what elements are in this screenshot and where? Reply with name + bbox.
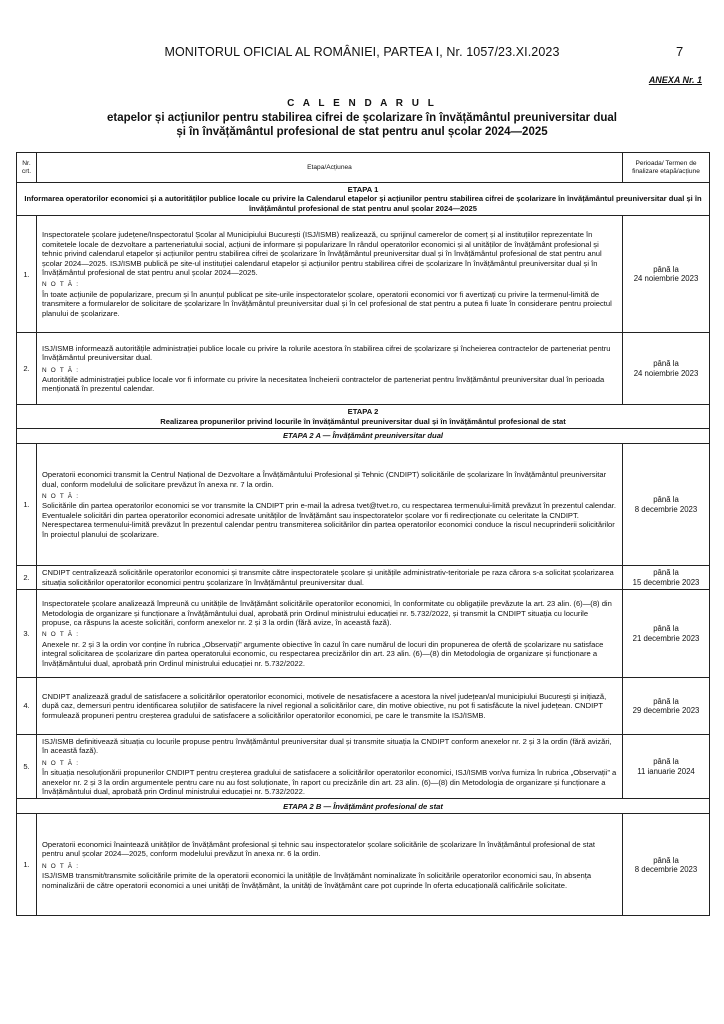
row-note: Autoritățile administrației publice locale vor fi informate cu privire la necesitatea încheierii contractelor de parteneriat pentru învățământul preuniversitar dual în perioada menționată în prezentul calendar. <box>42 374 605 394</box>
row-note: Anexele nr. 2 și 3 la ordin vor conține în rubrica „Observații” argumente obiective în cazul în care numărul de locuri din propunerea de ofertă de școlarizare nu satisface integral solicitarea de școlarizare din partea operatorului economic, cu respectarea precizărilor din art. 23 alin. (6)—(8) din Metodologia de organizare și funcționare a învățământului dual, aprobată prin Ordinul ministrului educației nr. 5.732/2022. <box>42 639 604 668</box>
etapa2b-title: ETAPA 2 B — Învățământ profesional de stat <box>17 799 710 814</box>
row-text: ISJ/ISMB informează autoritățile administrației publice locale cu privire la rolurile acestora în stabilirea cifrei de școlarizare și încheierea contractelor de parteneriat pentru învățământul preuniversitar dual. <box>42 343 611 363</box>
header-termen: Perioada/ Termen de finalizare etapă/acțiune <box>623 153 710 183</box>
row-number: 3. <box>17 590 37 678</box>
row-text: CNDIPT centralizează solicitările operatorilor economici și transmite către inspectoratele școlare și unitățile administrativ-teritoriale pe raza cărora s-a solicitat școlarizarea situația solicitărilor operatorilor economici pentru școlarizare în învățământul preuniversitar dual. <box>42 568 614 587</box>
note-label: N O T Ă : <box>42 492 80 500</box>
term-date: 11 ianuarie 2024 <box>637 766 695 776</box>
row-number: 4. <box>17 678 37 735</box>
note-label: N O T Ă : <box>42 759 80 767</box>
table-header-row <box>17 153 710 183</box>
table-row <box>17 216 710 333</box>
table-row <box>17 590 710 678</box>
etapa1-description: Informarea operatorilor economici și a autorităților publice locale cu privire la Calendarul etapelor și acțiunilor pentru stabilirea cifrei de școlarizare în învățământul preuniversitar dual și în învățământul profesional de stat pentru anul școlar 2024—2025 <box>24 194 702 213</box>
term-date: 29 decembrie 2023 <box>632 706 700 716</box>
term-prefix: până la <box>653 495 679 505</box>
term-prefix: până la <box>653 568 679 578</box>
table-row <box>17 566 710 590</box>
header-nr: Nr. crt. <box>17 153 37 183</box>
note-label: N O T Ă : <box>42 862 80 870</box>
row-number: 5. <box>17 735 37 799</box>
subtitle-line-2: și în învățământul profesional de stat pentru anul școlar 2024—2025 <box>176 126 548 138</box>
table-row <box>17 735 710 799</box>
term-date: 24 noiembrie 2023 <box>633 368 699 378</box>
table-row <box>17 678 710 735</box>
note-label: N O T Ă : <box>42 281 80 289</box>
subtitle-line-1: etapelor și acțiunilor pentru stabilirea cifrei de școlarizare în învățământul preuniversitar dual <box>107 112 617 124</box>
journal-header: MONITORUL OFICIAL AL ROMÂNIEI, PARTEA I, Nr. 1057/23.XI.2023 <box>164 45 560 59</box>
page-number: 7 <box>676 44 684 59</box>
row-text: ISJ/ISMB definitivează situația cu locurile propuse pentru învățământul preuniversitar dual și transmite situația la CNDIPT conform anexelor nr. 2 și 3 la ordin (fără avizări, în această fază). <box>42 737 612 756</box>
note-label: N O T Ă : <box>42 366 80 374</box>
row-number: 1. <box>17 814 37 916</box>
row-number: 1. <box>17 444 37 566</box>
row-text: Operatorii economici transmit la Centrul Național de Dezvoltare a Învățământului Profesional și Tehnic (CNDIPT) solicitările de școlarizare în învățământul preuniversitar dual, conform modelului de solicitare prevăzut în anexa nr. 7 la ordin. <box>42 470 607 489</box>
term-date: 8 decembrie 2023 <box>634 864 698 874</box>
term-date: 15 decembrie 2023 <box>632 577 700 587</box>
row-number: 2. <box>17 566 37 590</box>
row-note: Nerespectarea termenului-limită prevăzut în prezentul calendar pentru transmiterea solicitărilor din partea operatorilor economici conduce la riscul necuprinderii solicitărilor în proiectul planului de școlarizare. <box>42 520 615 539</box>
table-row <box>17 814 710 916</box>
term-prefix: până la <box>653 359 679 369</box>
document-title: C A L E N D A R U L <box>287 98 437 109</box>
term-prefix: până la <box>653 757 679 767</box>
term-date: 24 noiembrie 2023 <box>633 274 699 284</box>
row-note: Eventualele solicitări din partea operatorilor economici adresate unităților de învățământ sau inspectoratelor școlare vor fi redirecționate cu celeritate la CNDIPT. <box>42 510 579 520</box>
etapa2-title: ETAPA 2 <box>347 407 379 417</box>
etapa1-title: ETAPA 1 <box>347 185 379 194</box>
etapa2a-title: ETAPA 2 A — Învățământ preuniversitar dual <box>17 429 710 444</box>
row-note: Solicitările din partea operatorilor economici se vor transmite la CNDIPT prin e-mail la adresa tvet@tvet.ro, cu respectarea termenului-limită prevăzut în prezentul calendar. <box>42 501 616 511</box>
term-prefix: până la <box>653 624 679 634</box>
etapa2a-heading-row <box>17 429 710 444</box>
header-etapa: Etapa/Acțiunea <box>37 153 623 183</box>
row-text: Operatorii economici înaintează unităților de învățământ profesional și tehnic sau inspectoratelor școlare solicitările de școlarizare în învățământul profesional de stat pentru anul școlar 2024—2025, conform modelului prevăzut în anexa nr. 6 la ordin. <box>42 839 595 859</box>
note-label: N O T Ă : <box>42 631 80 639</box>
term-date: 21 decembrie 2023 <box>632 633 700 643</box>
term-prefix: până la <box>653 264 679 274</box>
term-prefix: până la <box>653 855 679 865</box>
row-number: 2. <box>17 333 37 405</box>
annex-label: ANEXA Nr. 1 <box>648 75 702 85</box>
row-text: CNDIPT analizează gradul de satisfacere a solicitărilor operatorilor economici, motivele de nesatisfacere a acestora la nivel județean/al municipiului București și inițiază, după caz, demersuri pentru identificarea soluțiilor de satisfacere la nivel regional a solicitărilor care, din motive obiective, nu pot fi satisfăcute la nivel județean. CNDIPT formulează propuneri pentru creșterea gradului de satisfacere a solicitărilor operatorilor economici, pe care le transmite la ISJ/ISMB. <box>42 691 607 720</box>
row-note: În toate acțiunile de popularizare, precum și în anunțul publicat pe site-urile inspectoratelor școlare, operatorii economici vor fi avertizați cu privire la termenul-limită de transmitere a formularelor de solicitare de școlarizare în învățământul preuniversitar dual și în cel profesional de stat pentru a putea fi luate în considerare pentru proiectul planului de școlarizare. <box>42 289 612 318</box>
term-date: 8 decembrie 2023 <box>634 504 698 514</box>
document-subtitle <box>60 111 664 139</box>
calendar-table <box>16 152 710 916</box>
etapa2b-heading-row <box>17 799 710 814</box>
row-text: Inspectoratele școlare analizează împreună cu unitățile de învățământ solicitările operatorilor economici, în conformitate cu obligațiile prevăzute la art. 23 alin. (6)—(8) din Metodologia de organizare și funcționare a învățământului dual, aprobată prin Ordinul ministrului educației nr. 5.732/2022, și transmit la CNDIPT situația cu locurile propuse, ca răspuns la aceste solicitări, conform anexelor nr. 2 și 3 la ordin (fără avize, în această fază). <box>42 599 612 627</box>
term-prefix: până la <box>653 696 679 706</box>
table-row <box>17 444 710 566</box>
table-row <box>17 333 710 405</box>
etapa1-heading-row <box>17 183 710 216</box>
row-text: Inspectoratele școlare județene/Inspectoratul Școlar al Municipiului București (ISJ/ISMB) realizează, cu sprijinul camerelor de comerț și al instituțiilor reprezentate în comitetele locale de dezvoltare a parteneriatului social, acțiuni de informare și popularizare în rândul operatorilor economici și al unităților de învățământ profesional și tehnic privind calendarul etapelor și acțiunilor pentru stabilirea cifrei de școlarizare în învățământul preuniversitar dual și în învățământul profesional de stat pentru anul școlar 2024—2025. ISJ/ISMB publică pe site-ul instituției calendarul etapelor și acțiunilor pentru stabilirea cifrei de școlarizare în învățământul preuniversitar dual și în învățământul profesional de stat pentru anul școlar 2024—2025. <box>42 230 602 278</box>
etapa2-heading-row <box>17 405 710 429</box>
row-note: În situația nesoluționării propunerilor CNDIPT pentru creșterea gradului de satisfacere a solicitărilor operatorilor economici, ISJ/ISMB vor/va furniza în rubrica „Observații” a anexelor nr. 2 și 3 la ordin argumentele pentru care nu au fost soluționate, în raport cu precizările din art. 23 alin. (6)—(8) din Metodologia de organizare și funcționare a învățământului dual, aprobată prin Ordinul ministrului educației nr. 5.732/2022. <box>42 768 617 797</box>
row-number: 1. <box>17 216 37 333</box>
etapa2-description: Realizarea propunerilor privind locurile în învățământul preuniversitar dual și în învățământul profesional de stat <box>160 416 566 426</box>
row-note: ISJ/ISMB transmit/transmite solicitările primite de la operatorii economici la unitățile de învățământ nominalizate în solicitările operatorilor economici sau, în absența nominalizării de către operatorii economici a unei unități de învățământ, la unități de învățământ care pot cuprinde în oferta educațională calificările solicitate. <box>42 871 592 890</box>
